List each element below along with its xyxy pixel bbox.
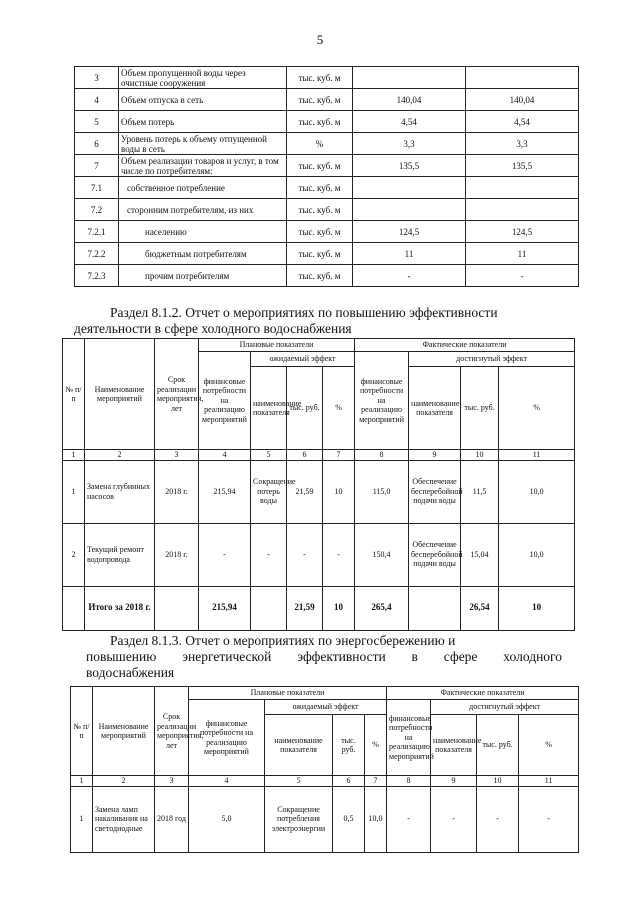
row-name: Объем потерь [119, 111, 287, 133]
cell-fact-pct: 10,0 [499, 523, 575, 586]
header-plan-fin: финансовые потребности на реализацию мероприятий [189, 700, 265, 776]
row-plan: 140,04 [353, 89, 466, 111]
row-plan: 135,5 [353, 155, 466, 177]
row-fact: 4,54 [466, 111, 579, 133]
cell-fact-ind: Обеспечение бесперебойной подачи воды [409, 460, 461, 523]
header-term: Срок реализации мероприятия, лет [155, 339, 199, 450]
cell-fact-pct: - [519, 786, 579, 852]
cell-term: 2018 г. [155, 460, 199, 523]
row-fact: 140,04 [466, 89, 579, 111]
row-num: 7 [75, 155, 119, 177]
cell-plan-ind: - [251, 523, 287, 586]
cell-plan-fin: 215,94 [199, 460, 251, 523]
header-term: Срок реализации мероприятия, лет [155, 687, 189, 776]
total-label: Итого за 2018 г. [85, 586, 155, 630]
column-numbers-row [71, 776, 579, 787]
header-fact-effect: достигнутый эффект [409, 352, 575, 367]
row-num: 7.1 [75, 177, 119, 199]
cell-num: 2 [63, 523, 85, 586]
cell-fact-fin: 115,0 [355, 460, 409, 523]
column-number: 11 [519, 776, 579, 787]
row-fact: 135,5 [466, 155, 579, 177]
total-plan-pct: 10 [323, 586, 355, 630]
header-name: Наименование мероприятий [85, 339, 155, 450]
row-unit: тыс. куб. м [287, 221, 353, 243]
cell-plan-fin: 5,0 [189, 786, 265, 852]
row-plan: 124,5 [353, 221, 466, 243]
cell-plan-pct: 10,0 [365, 786, 387, 852]
row-unit: тыс. куб. м [287, 89, 353, 111]
header-fact-pct: % [499, 367, 575, 450]
row-plan [353, 199, 466, 221]
cell-plan-rub: - [287, 523, 323, 586]
cell-fact-ind: - [431, 786, 477, 852]
column-numbers-row [63, 450, 575, 461]
column-number: 11 [499, 450, 575, 461]
row-name: Уровень потерь к объему отпущенной воды в сеть [119, 133, 287, 155]
header-plan-ind: наименование показателя [251, 367, 287, 450]
cell-fact-pct: 10,0 [499, 460, 575, 523]
row-num: 5 [75, 111, 119, 133]
table-row [63, 523, 575, 586]
row-name: бюджетным потребителям [119, 243, 287, 265]
total-plan-rub: 21,59 [287, 586, 323, 630]
row-name: Объем реализации товаров и услуг, в том числе по потребителям: [119, 155, 287, 177]
column-number: 6 [333, 776, 365, 787]
row-unit: тыс. куб. м [287, 177, 353, 199]
row-plan: 3,3 [353, 133, 466, 155]
row-unit: тыс. куб. м [287, 111, 353, 133]
water-balance-table [74, 66, 579, 287]
header-plan-effect: ожидаемый эффект [265, 700, 387, 715]
cell-fact-rub: 15,04 [461, 523, 499, 586]
cell-plan-ind: Сокращение потерь воды [251, 460, 287, 523]
column-number: 9 [431, 776, 477, 787]
row-name: прочим потребителям [119, 265, 287, 287]
table-row [75, 111, 579, 133]
row-name: Объем пропущенной воды через очистные сооружения [119, 67, 287, 89]
row-name: Объем отпуска в сеть [119, 89, 287, 111]
table-row [75, 155, 579, 177]
cell-name: Замена глубинных насосов [85, 460, 155, 523]
page-number: 5 [316, 32, 324, 47]
row-num: 6 [75, 133, 119, 155]
cell-fact-rub: 11,5 [461, 460, 499, 523]
table-row [75, 265, 579, 287]
table-row [75, 177, 579, 199]
row-fact [466, 177, 579, 199]
cell-name: Текущий ремонт водопровода [85, 523, 155, 586]
table-row [63, 460, 575, 523]
row-unit: тыс. куб. м [287, 67, 353, 89]
header-plan-rub: тыс. руб. [287, 367, 323, 450]
header-plan-pct: % [323, 367, 355, 450]
header-num: № п/п [71, 687, 93, 776]
row-plan: 11 [353, 243, 466, 265]
column-number: 10 [477, 776, 519, 787]
column-number: 8 [387, 776, 431, 787]
column-number: 5 [265, 776, 333, 787]
row-num: 7.2.3 [75, 265, 119, 287]
row-fact: 11 [466, 243, 579, 265]
column-number: 1 [63, 450, 85, 461]
column-number: 5 [251, 450, 287, 461]
row-unit: тыс. куб. м [287, 199, 353, 221]
row-name: собственное потребление [119, 177, 287, 199]
row-name: сторонним потребителям, из них [119, 199, 287, 221]
header-fact-rub: тыс. руб. [477, 715, 519, 776]
column-number: 3 [155, 450, 199, 461]
row-unit: тыс. куб. м [287, 155, 353, 177]
header-plan-group: Плановые показатели [199, 339, 355, 352]
column-number: 2 [93, 776, 155, 787]
row-num: 3 [75, 67, 119, 89]
row-num: 4 [75, 89, 119, 111]
row-unit: тыс. куб. м [287, 243, 353, 265]
table-row [75, 199, 579, 221]
cell-num: 1 [71, 786, 93, 852]
header-fact-ind: наименование показателя [409, 367, 461, 450]
cell-term: 2018 г. [155, 523, 199, 586]
row-fact: 124,5 [466, 221, 579, 243]
column-number: 4 [189, 776, 265, 787]
row-unit: % [287, 133, 353, 155]
cell-plan-pct: 10 [323, 460, 355, 523]
header-fact-group: Фактические показатели [355, 339, 575, 352]
cell-term: 2018 год [155, 786, 189, 852]
cell-num: 1 [63, 460, 85, 523]
total-fact-pct: 10 [499, 586, 575, 630]
header-name: Наименование мероприятий [93, 687, 155, 776]
cell-plan-rub: 0,5 [333, 786, 365, 852]
row-plan: 4,54 [353, 111, 466, 133]
table-row [75, 133, 579, 155]
table-row [75, 67, 579, 89]
table-row [75, 221, 579, 243]
cell-plan-rub: 21,59 [287, 460, 323, 523]
table-row [71, 786, 579, 852]
cell-fact-fin: 150,4 [355, 523, 409, 586]
header-fact-ind: наименование показателя [431, 715, 477, 776]
cell-name: Замена ламп накаливания на светодиодные [93, 786, 155, 852]
header-num: № п/п [63, 339, 85, 450]
column-number: 7 [365, 776, 387, 787]
row-num: 7.2.2 [75, 243, 119, 265]
total-plan-fin: 215,94 [199, 586, 251, 630]
cell-fact-ind: Обеспечение бесперебойной подачи воды [409, 523, 461, 586]
column-number: 6 [287, 450, 323, 461]
header-plan-group: Плановые показатели [189, 687, 387, 700]
row-plan [353, 177, 466, 199]
header-fact-group: Фактические показатели [387, 687, 579, 700]
column-number: 3 [155, 776, 189, 787]
row-plan [353, 67, 466, 89]
column-number: 4 [199, 450, 251, 461]
cell-fact-fin: - [387, 786, 431, 852]
row-plan: - [353, 265, 466, 287]
row-fact [466, 67, 579, 89]
row-fact: - [466, 265, 579, 287]
row-fact [466, 199, 579, 221]
total-fact-rub: 26,54 [461, 586, 499, 630]
row-unit: тыс. куб. м [287, 265, 353, 287]
efficiency-measures-table [62, 338, 575, 631]
header-fact-fin: финансовые потребности на реализацию мероприятий [387, 700, 431, 776]
header-plan-rub: тыс. руб. [333, 715, 365, 776]
column-number: 1 [71, 776, 93, 787]
cell-plan-pct: - [323, 523, 355, 586]
cell-fact-rub: - [477, 786, 519, 852]
header-plan-fin: финансовые потребности на реализацию мероприятий [199, 352, 251, 450]
header-plan-pct: % [365, 715, 387, 776]
header-fact-pct: % [519, 715, 579, 776]
header-plan-ind: наименование показателя [265, 715, 333, 776]
table-row [75, 243, 579, 265]
energy-saving-table [70, 686, 579, 853]
total-fact-fin: 265,4 [355, 586, 409, 630]
header-fact-fin: финансовые потребности на реализацию мероприятий [355, 352, 409, 450]
section-heading-8-1-2: Раздел 8.1.2. Отчет о мероприятиях по повышению эффективности деятельности в сфере холодного водоснабжения [74, 305, 498, 336]
column-number: 8 [355, 450, 409, 461]
header-fact-rub: тыс. руб. [461, 367, 499, 450]
column-number: 2 [85, 450, 155, 461]
column-number: 7 [323, 450, 355, 461]
row-num: 7.2.1 [75, 221, 119, 243]
section-heading-8-1-3: Раздел 8.1.3. Отчет о мероприятиях по энергосбережению и повышению энергетической эффективности в сфере холодного водоснабжения [86, 633, 562, 680]
cell-plan-ind: Сокращение потребления электроэнергии [265, 786, 333, 852]
row-name: населению [119, 221, 287, 243]
header-plan-effect: ожидаемый эффект [251, 352, 355, 367]
header-fact-effect: достигнутый эффект [431, 700, 579, 715]
row-num: 7.2 [75, 199, 119, 221]
row-fact: 3,3 [466, 133, 579, 155]
column-number: 9 [409, 450, 461, 461]
cell-plan-fin: - [199, 523, 251, 586]
table-row [75, 89, 579, 111]
column-number: 10 [461, 450, 499, 461]
